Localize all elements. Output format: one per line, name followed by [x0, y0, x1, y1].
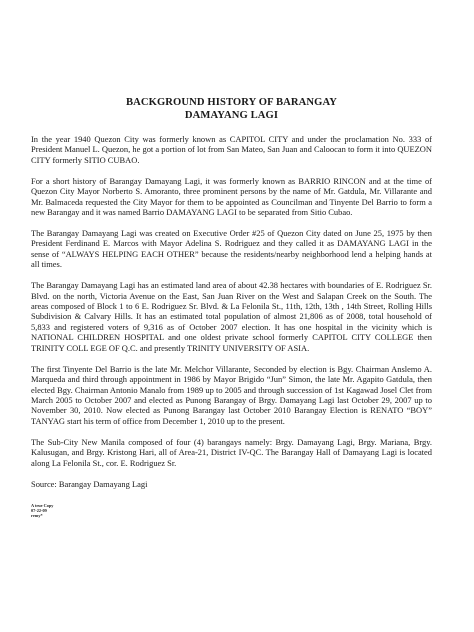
true-copy-label: A true Copy [31, 502, 54, 508]
paragraph-executive-order: The Barangay Damayang Lagi was created on Executive Order #25 of Quezon City dated on June 25, 1975 by then President Ferdinand E. Marcos with Mayor Adelina S. Rodriguez and they called it as DAMAYANG LAGI in the sense of “ALWAYS HELPING EACH OTHER” because the residents/nearby neighborhood lend a helping hands at all times. [31, 228, 432, 270]
source-line: Source: Barangay Damayang Lagi [31, 478, 148, 489]
paragraph-leaders: The first Tinyente Del Barrio is the late Mr. Melchor Villarante, Seconded by election is Bgy. Chairman Anslemo A. Marqueda and third through appointment in 1986 by Mayor Brigido “Jun” Simon, the late Mr. Agapito Gatdula, then elected Bgy. Chairman Antonio Manalo from 1989 up to 2005 and through succession of 1st Kagawad Josel Clet from March 2005 to October 2007 and elected as Punong Barangay of Brgy. Damayang Lagi last October 29, 2007 up to November 30, 2010. Now elected as Punong Barangay last October 2010 Barangay Election is RENATO “BOY” TANYAG start his term of office from December 1, 2010 up to the present. [31, 363, 432, 426]
paragraph-barrio-rincon: For a short history of Barangay Damayang Lagi, it was formerly known as BARRIO RINCON and at the time of Quezon City Mayor Norberto S. Amoranto, three prominent persons by the name of Mr. Gatdula, Mr. Villarante and Mr. Balmaceda requested the City Mayor for them to be appointed as Councilman and Tinyente Del Barrio to form a new Barangay and it was named Barrio DAMAYANG LAGI to be separated from Sitio Cubao. [31, 175, 432, 218]
title-line-1: BACKGROUND HISTORY OF BARANGAY [125, 97, 338, 108]
title-line-2: DAMAYANG LAGI [184, 110, 279, 121]
certification-date: 07-22-09 [31, 508, 47, 514]
certifier-initials: remy* [31, 513, 43, 519]
paragraph-sub-city: The Sub-City New Manila composed of four (4) barangays namely: Brgy. Damayang Lagi, Brgy. Mariana, Brgy. Kalusugan, and Brgy. Kristong Hari, all of Area-21, District IV-QC. The Barangay Hall of Damayang Lagi is located along La Felonila St., cor. E. Rodriguez Sr. [31, 436, 432, 468]
paragraph-capitol-city: In the year 1940 Quezon City was formerly known as CAPITOL CITY and under the proclamation No. 333 of President Manuel L. Quezon, he got a portion of lot from San Mateo, San Juan and Caloocan to form it into QUEZON CITY formerly SITIO CUBAO. [31, 134, 432, 165]
certification-note [31, 503, 432, 519]
paragraph-land-area: The Barangay Damayang Lagi has an estimated land area of about 42.38 hectares with boundaries of E. Rodriguez Sr. Blvd. on the north, Victoria Avenue on the East, San Juan River on the West and Salapan Creek on the South. The areas composed of Block 1 to 6 E. Rodriguez Sr. Blvd. & La Felonila St., 11th, 12th, 13th , 14th Street, Rolling Hills Subdivision & Calvary Hills. It has an estimated total population of almost 21,806 as of 2008, total household of 5,833 and registered voters of 9,316 as of October 2007 election. It has one hospital in the vicinity which is NATIONAL CHILDREN HOSPITAL and one oldest private school formerly CAPITOL CITY COLLEGE then TRINITY COLL EGE OF Q.C. and presently TRINITY UNIVERSITY OF ASIA. [31, 280, 432, 353]
document-body [31, 134, 432, 489]
document-title [31, 96, 432, 122]
